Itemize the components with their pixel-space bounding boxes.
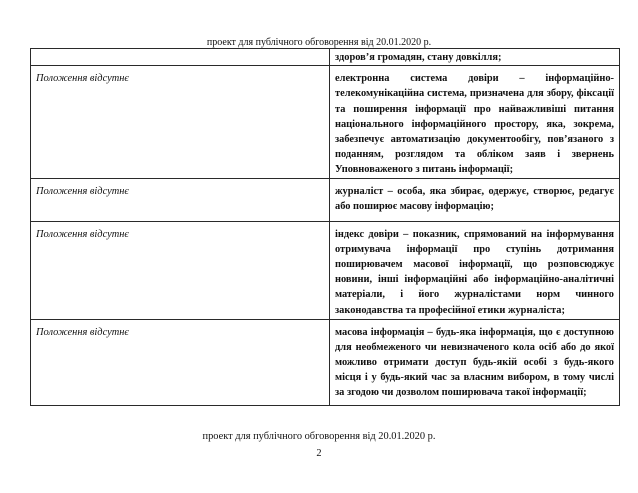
table-cell-current-wording: Положення відсутнє	[31, 319, 330, 405]
table-cell-current-wording: Положення відсутнє	[31, 221, 330, 319]
table-cell-current-wording	[31, 49, 330, 66]
page-number: 2	[316, 448, 322, 459]
comparison-table	[30, 48, 620, 406]
table-row	[31, 178, 620, 221]
table-row	[31, 319, 620, 405]
table-cell-proposed-wording: індекс довіри – показник, спрямований на інформування отримувача інформації про ступінь дотримання поширювачем масової інформації, що розповсюджує новини, інші інформаційні або інформаційно-аналітичні матеріали, і його журналістами норм чинного законодавства та професійної етики журналіста;	[330, 221, 620, 319]
table-cell-proposed-wording: електронна система довіри – інформаційно-телекомунікаційна система, призначена для збору, фіксації та поширення інформації про найважливіші питання національного інформаційного простору, яка, зокрема, забезпечує автоматизацію документообігу, пов’язаного з поданням, розглядом та обліком заяв і звернень Уповноваженого з питань інформації;	[330, 66, 620, 178]
table-cell-proposed-wording: масова інформація – будь-яка інформація, що є доступною для необмеженого чи невизначеного кола осіб або до якої можливо отримати доступ будь-якій особі з будь-якого місця і у будь-який час за власним вибором, в тому числі за згодою чи дозволом поширювача такої інформації;	[330, 319, 620, 405]
table-row	[31, 66, 620, 178]
table-row	[31, 49, 620, 66]
draft-footer-note: проект для публічного обговорення від 20.01.2020 р.	[202, 431, 436, 442]
table-cell-proposed-wording: журналіст – особа, яка збирає, одержує, створює, редагує або поширює масову інформацію;	[330, 178, 620, 221]
table-cell-proposed-wording: здоров’я громадян, стану довкілля;	[330, 49, 620, 66]
table-cell-current-wording: Положення відсутнє	[31, 66, 330, 178]
table-cell-current-wording: Положення відсутнє	[31, 178, 330, 221]
table-row	[31, 221, 620, 319]
draft-header-note: проект для публічного обговорення від 20.01.2020 р.	[206, 37, 432, 48]
